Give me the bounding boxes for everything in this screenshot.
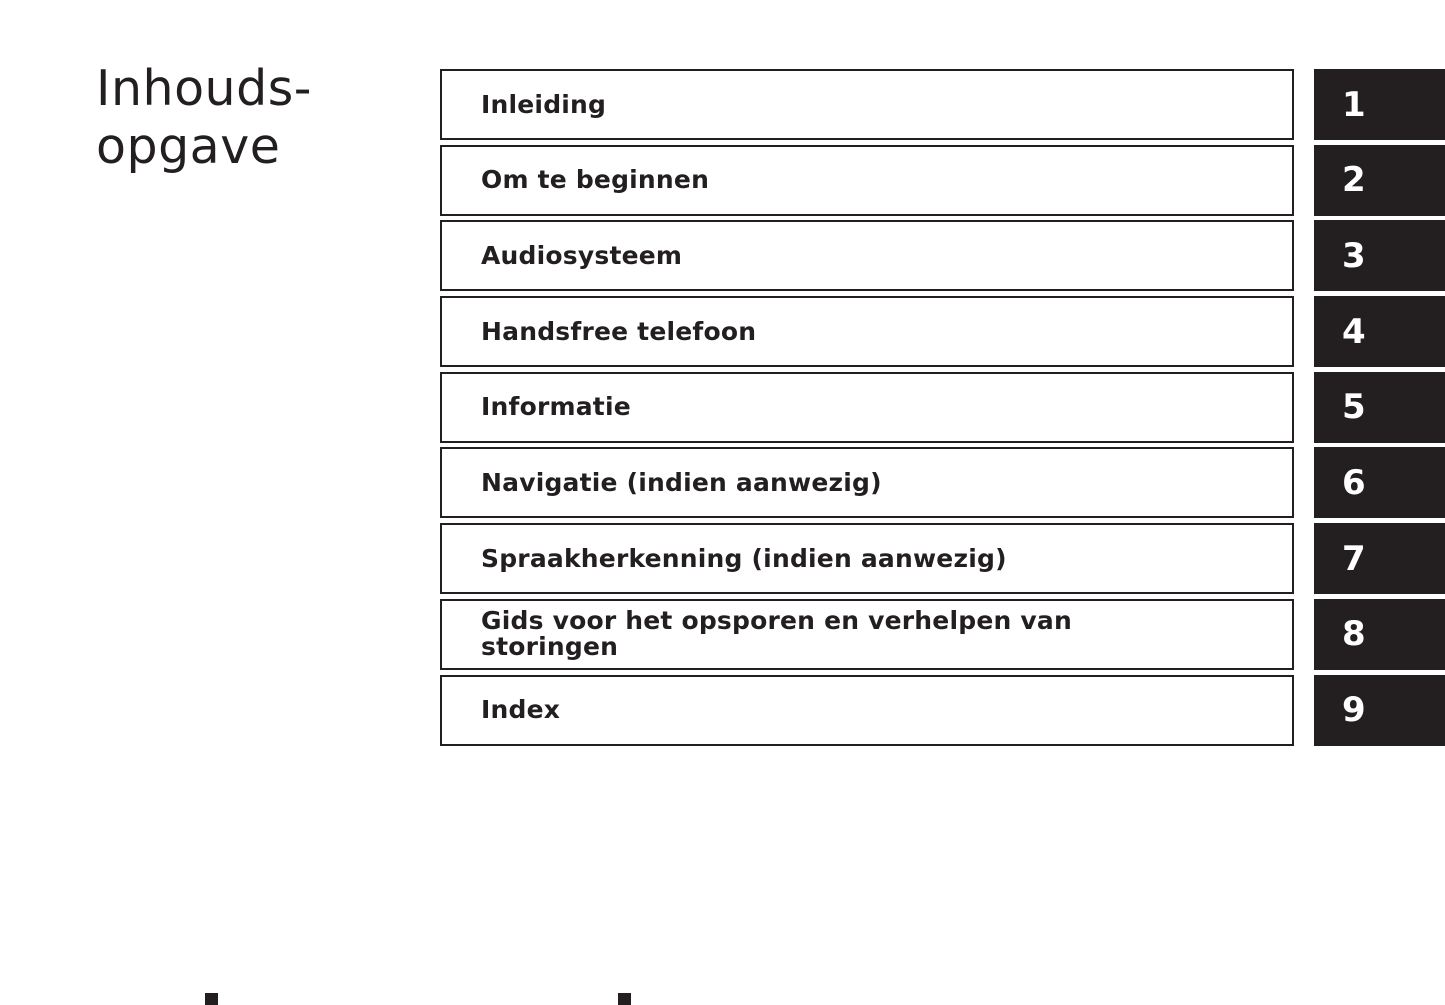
toc-link-5[interactable] — [440, 372, 1294, 443]
page-title-line-2: opgave — [96, 118, 281, 175]
toc-entry-1 — [440, 69, 1445, 140]
chapter-number: 3 — [1342, 235, 1366, 276]
toc-entry-2 — [440, 145, 1445, 216]
cut-mark-right — [618, 993, 631, 1005]
cut-mark-left — [205, 993, 218, 1005]
chapter-number: 5 — [1342, 387, 1366, 428]
toc-label: Handsfree telefoon — [481, 316, 757, 346]
toc-link-9[interactable] — [440, 675, 1294, 746]
table-of-contents — [440, 69, 1445, 750]
bottom-cut-marks — [0, 988, 1445, 1005]
toc-entry-4 — [440, 296, 1445, 367]
chapter-number: 6 — [1342, 462, 1366, 503]
chapter-tab-1[interactable] — [1314, 69, 1445, 140]
chapter-tab-9[interactable] — [1314, 675, 1445, 746]
chapter-tab-7[interactable] — [1314, 523, 1445, 594]
toc-link-8[interactable] — [440, 599, 1294, 670]
toc-label: Om te beginnen — [481, 165, 710, 195]
chapter-tab-3[interactable] — [1314, 220, 1445, 291]
toc-link-3[interactable] — [440, 220, 1294, 291]
toc-label: Audiosysteem — [481, 240, 683, 270]
toc-entry-7 — [440, 523, 1445, 594]
chapter-number: 7 — [1342, 538, 1366, 579]
toc-link-7[interactable] — [440, 523, 1294, 594]
toc-entry-5 — [440, 372, 1445, 443]
chapter-number: 4 — [1342, 311, 1366, 352]
toc-link-2[interactable] — [440, 145, 1294, 216]
chapter-number: 1 — [1342, 84, 1366, 125]
toc-link-4[interactable] — [440, 296, 1294, 367]
toc-entry-9 — [440, 675, 1445, 746]
chapter-tab-8[interactable] — [1314, 599, 1445, 670]
chapter-number: 8 — [1342, 614, 1366, 655]
toc-entry-6 — [440, 447, 1445, 518]
chapter-number: 9 — [1342, 690, 1366, 730]
toc-label: Inleiding — [481, 89, 607, 119]
chapter-tab-6[interactable] — [1314, 447, 1445, 518]
chapter-tab-2[interactable] — [1314, 145, 1445, 216]
toc-label: Navigatie (indien aanwezig) — [481, 467, 882, 497]
page-title-line-1: Inhouds- — [96, 60, 312, 117]
toc-link-6[interactable] — [440, 447, 1294, 518]
toc-label: Informatie — [481, 392, 631, 422]
toc-entry-3 — [440, 220, 1445, 291]
toc-label: Spraakherkenning (indien aanwezig) — [481, 543, 1007, 573]
toc-label: Gids voor het opsporen en verhelpen van storingen — [481, 606, 1072, 662]
toc-link-1[interactable] — [440, 69, 1294, 140]
chapter-tab-5[interactable] — [1314, 372, 1445, 443]
page-title — [96, 60, 416, 176]
toc-label: Index — [481, 695, 561, 724]
chapter-number: 2 — [1342, 160, 1366, 201]
toc-entry-8 — [440, 599, 1445, 670]
chapter-tab-4[interactable] — [1314, 296, 1445, 367]
